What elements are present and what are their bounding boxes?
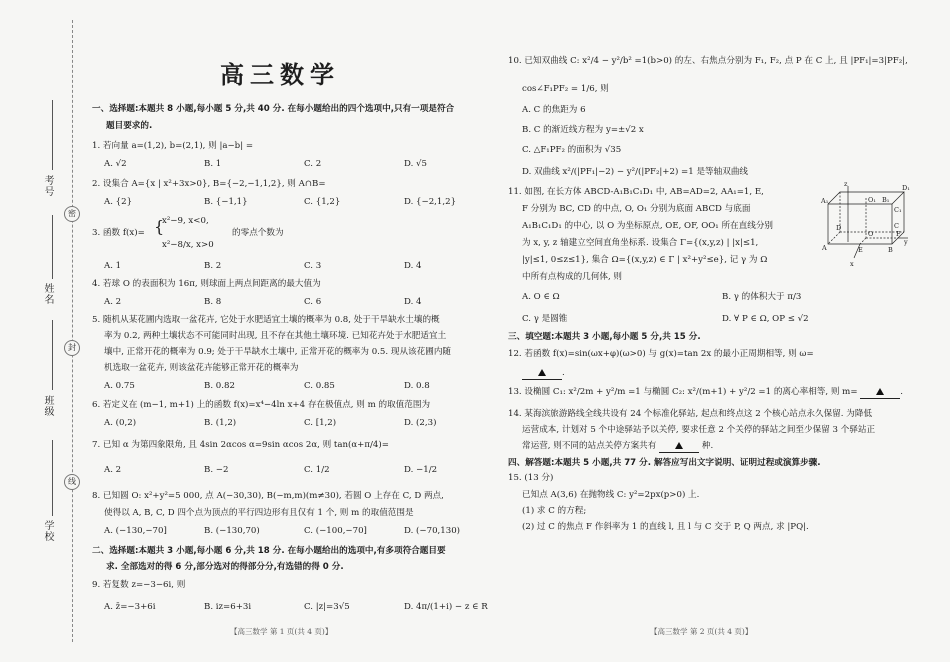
q3-option-a: A. 1 [104, 261, 122, 271]
q2-option-d: D. {−2,1,2} [404, 197, 457, 207]
question-7: 7. 已知 α 为第四象限角, 且 4sin 2αcos α=9sin αcos 2α, 则 tan(α+π/4)= [92, 440, 389, 450]
q7-option-a: A. 2 [104, 465, 122, 475]
section4-heading: 四、解答题:本题共 5 小题,共 77 分. 解答应写出文字说明、证明过程或演算步骤. [508, 458, 821, 468]
footer-page-2: 【高三数学 第 2 页(共 4 页)】 [650, 627, 753, 636]
q10-option-c: C. △F₁PF₂ 的面积为 √35 [522, 145, 622, 155]
q6-option-c: C. [1,2) [304, 418, 337, 428]
triangle-marker [538, 369, 546, 376]
question-10-line-2: cos∠F₁PF₂ = 1/6, 则 [522, 84, 609, 94]
fig-label-y: y [904, 238, 908, 246]
fig-label-z: z [844, 182, 848, 188]
question-8-line-1: 8. 已知圆 O: x²+y²=5 000, 点 A(−30,30), B(−m,m)(m≠30), 若圆 O 上存在 C, D 两点, [92, 491, 444, 501]
question-5-line-2: 率为 0.2, 两种土壤状态不可能同时出现, 且不存在其他土壤环境. 已知花卉处于水肥适宜土 [104, 331, 447, 341]
seal-mi: 密 [64, 206, 80, 222]
question-14-end: 种. [701, 441, 714, 451]
q2-option-b: B. {−1,1} [204, 197, 248, 207]
label-name: 姓名 [42, 283, 53, 305]
question-9: 9. 若复数 z=−3−6i, 则 [92, 580, 186, 590]
question-6: 6. 若定义在 (m−1, m+1) 上的函数 f(x)=x⁴−4ln x+4 存在极值点, 则 m 的取值范围为 [92, 400, 431, 410]
question-3-lead: 3. 函数 f(x)= [92, 228, 145, 238]
q8-option-b: B. (−130,70) [204, 526, 260, 536]
q10-option-a: A. C 的焦距为 6 [522, 105, 586, 115]
question-14-text: 常运营, 则不同的站点关停方案共有 [522, 441, 657, 451]
q2-option-c: C. {1,2} [304, 197, 341, 207]
question-2: 2. 设集合 A={x | x²+3x>0}, B={−2,−1,1,2}, 则 A∩B= [92, 179, 326, 189]
question-11-line-6: 中所有点构成的几何体, 则 [522, 272, 622, 282]
question-14-line-1: 14. 某海滨旅游路线全线共设有 24 个标准化驿站, 起点和终点这 2 个核心站点永久保留. 为降低 [508, 409, 873, 419]
q2-option-a: A. {2} [104, 197, 133, 207]
question-15-head: 15. (13 分) [508, 473, 554, 483]
q10-option-d: D. 双曲线 x²/(|PF₁|−2) − y²/(|PF₂|+2) =1 是等轴双曲线 [522, 167, 749, 177]
question-14-line-2: 运营成本, 计划对 5 个中途驿站予以关停, 要求任意 2 个关停的驿站之间至少保留 3 个驿站正 [522, 425, 876, 435]
q6-option-b: B. (1,2) [204, 418, 237, 428]
q11-option-d: D. ∀ P ∈ Ω, OP ≤ √2 [722, 314, 809, 324]
question-11-line-3: A₁B₁C₁D₁ 的中心, 以 O 为坐标原点, OE, OF, OO₁ 所在直线分别 [522, 221, 774, 231]
q11-option-a: A. O ∈ Ω [522, 292, 560, 302]
q5-option-a: A. 0.75 [104, 381, 135, 391]
q3-option-c: C. 3 [304, 261, 322, 271]
fig-label-a1: A₁ [821, 197, 829, 205]
school-line [52, 440, 53, 516]
q8-option-d: D. (−70,130) [404, 526, 461, 536]
question-11-line-2: F 分别为 BC, CD 的中点, O, O₁ 分别为底面 ABCD 与底面 [522, 204, 751, 214]
question-8-line-2: 使得以 A, B, C, D 四个点为顶点的平行四边形有且仅有 1 个, 则 m 的取值范围是 [104, 508, 414, 518]
section2-heading: 二、选择题:本题共 3 小题,每小题 6 分,共 18 分. 在每小题给出的选项中,有多项符合题目要 [92, 546, 446, 556]
question-12-text: 12. 若函数 f(x)=sin(ωx+φ)(ω>0) 与 g(x)=tan 2x 的最小正周期相等, 则 ω= [508, 349, 814, 359]
exam-number-line [52, 100, 53, 170]
fig-label-d: D [836, 224, 842, 232]
q1-option-b: B. 1 [204, 159, 222, 169]
question-15-line-1: 已知点 A(3,6) 在抛物线 C: y²=2px(p>0) 上. [522, 490, 700, 500]
triangle-marker [675, 442, 683, 449]
binding-margin [0, 0, 86, 662]
q1-option-c: C. 2 [304, 159, 322, 169]
q1-option-a: A. √2 [104, 159, 127, 169]
q5-option-d: D. 0.8 [404, 381, 430, 391]
question-5-line-3: 壤中, 正常开花的概率为 0.9; 处于干旱缺水土壤中, 正常开花的概率为 0.5. 现从该花圃内随 [104, 347, 452, 357]
q1-option-d: D. √5 [404, 159, 427, 169]
question-11-line-4: 为 x, y, z 轴建立空间直角坐标系. 设集合 Γ={(x,y,z) | |x|≤1, [522, 238, 759, 248]
q11-option-c: C. γ 是圆锥 [522, 314, 568, 324]
blank-14 [659, 440, 699, 453]
question-5-line-4: 机选取一盆花卉, 则该盆花卉能够正常开花的概率为 [104, 363, 299, 373]
q3-case-1: x²−9, x<0, [162, 216, 209, 226]
question-11-line-5: |y|≤1, 0≤z≤1}, 集合 Ω={(x,y,z) ∈ Γ | x²+y²≤e}, 记 γ 为 Ω [522, 255, 768, 265]
q8-option-a: A. (−130,−70] [104, 526, 167, 536]
label-school: 学校 [42, 520, 53, 542]
fig-label-f: F [896, 230, 901, 238]
q7-option-c: C. 1/2 [304, 465, 330, 475]
cuboid-figure [808, 182, 910, 270]
q6-option-d: D. (2,3) [404, 418, 437, 428]
seal-xian: 线 [64, 474, 80, 490]
question-3-tail: 的零点个数为 [232, 228, 284, 238]
question-14-line-3 [522, 440, 713, 453]
q7-option-d: D. −1/2 [404, 465, 438, 475]
blank-13 [860, 386, 900, 399]
fig-label-b: B [888, 246, 893, 254]
question-13: 13. 设椭圆 C₁: x²/2m + y²/m =1 与椭圆 C₂: x²/(m+1) + y²/2 =1 的离心率相等, 则 m= . [508, 387, 904, 397]
q10-option-b: B. C 的渐近线方程为 y=±√2 x [522, 125, 644, 135]
seal-feng: 封 [64, 340, 80, 356]
q9-option-b: B. iz=6+3i [204, 602, 252, 612]
answer-blank-12: . [522, 367, 565, 380]
question-11-line-1: 11. 如图, 在长方体 ABCD-A₁B₁C₁D₁ 中, AB=AD=2, AA₁=1, E, [508, 187, 764, 197]
q5-option-b: B. 0.82 [204, 381, 235, 391]
section2-heading-cont: 求. 全部选对的得 6 分,部分选对的得部分分,有选错的得 0 分. [106, 562, 344, 572]
q8-option-c: C. (−100,−70] [304, 526, 367, 536]
question-5-line-1: 5. 随机从某花圃内选取一盆花卉, 它处于水肥适宜土壤的概率为 0.8, 处于干旱缺水土壤的概 [92, 315, 440, 325]
q4-option-d: D. 4 [404, 297, 422, 307]
q11-option-b: B. γ 的体积大于 π/3 [722, 292, 802, 302]
q3-option-b: B. 2 [204, 261, 222, 271]
q9-option-c: C. |z|=3√5 [304, 602, 350, 612]
q5-option-c: C. 0.85 [304, 381, 335, 391]
question-1: 1. 若向量 a=(1,2), b=(2,1), 则 |a−b| = [92, 141, 254, 151]
triangle-marker [876, 388, 884, 395]
class-line [52, 320, 53, 390]
fig-label-e: E [858, 246, 863, 254]
q3-case-2: x²−8/x, x>0 [162, 240, 214, 250]
q4-option-b: B. 8 [204, 297, 222, 307]
section1-heading-cont: 题目要求的. [106, 121, 153, 131]
q9-option-d: D. 4π/(1+i) − z ∈ R [404, 602, 488, 612]
q7-option-b: B. −2 [204, 465, 229, 475]
fig-label-x: x [850, 260, 854, 268]
q4-option-a: A. 2 [104, 297, 122, 307]
question-12 [508, 348, 814, 360]
question-15-part-1: (1) 求 C 的方程; [522, 506, 587, 516]
fig-label-b1: B₁ [882, 196, 890, 204]
fig-label-c: C [894, 222, 899, 230]
question-15-part-2: (2) 过 C 的焦点 F 作斜率为 1 的直线 l, 且 l 与 C 交于 P, Q 两点, 求 |PQ|. [522, 522, 809, 532]
page-title: 高三数学 [220, 61, 340, 89]
label-class: 班级 [42, 395, 53, 417]
section3-heading: 三、填空题:本题共 3 小题,每小题 5 分,共 15 分. [508, 332, 701, 342]
fig-label-o1: O₁ [868, 196, 876, 204]
cut-line [72, 20, 73, 642]
brace-symbol: { [154, 217, 165, 236]
question-4: 4. 若球 O 的表面积为 16π, 则球面上两点间距离的最大值为 [92, 279, 321, 289]
fig-label-o: O [868, 230, 874, 238]
fig-label-d1: D₁ [902, 184, 910, 192]
blank-12 [522, 367, 562, 380]
fig-label-a: A [822, 244, 827, 252]
q6-option-a: A. (0,2) [104, 418, 137, 428]
question-10-line-1: 10. 已知双曲线 C: x²/4 − y²/b² =1(b>0) 的左、右焦点分别为 F₁, F₂, 点 P 在 C 上, 且 |PF₁|=3|PF₂|, [508, 56, 908, 66]
q4-option-c: C. 6 [304, 297, 322, 307]
question-13-text: 13. 设椭圆 C₁: x²/2m + y²/m =1 与椭圆 C₂: x²/(m+1) + y²/2 =1 的离心率相等, 则 m= [508, 387, 858, 397]
footer-page-1: 【高三数学 第 1 页(共 4 页)】 [230, 627, 333, 636]
fig-label-c1: C₁ [894, 206, 902, 214]
q3-option-d: D. 4 [404, 261, 422, 271]
name-line [52, 215, 53, 279]
section1-heading: 一、选择题:本题共 8 小题,每小题 5 分,共 40 分. 在每小题给出的四个选项中,只有一项是符合 [92, 104, 455, 114]
q9-option-a: A. z̄=−3+6i [104, 602, 156, 612]
label-exam-number: 考号 [42, 175, 53, 197]
